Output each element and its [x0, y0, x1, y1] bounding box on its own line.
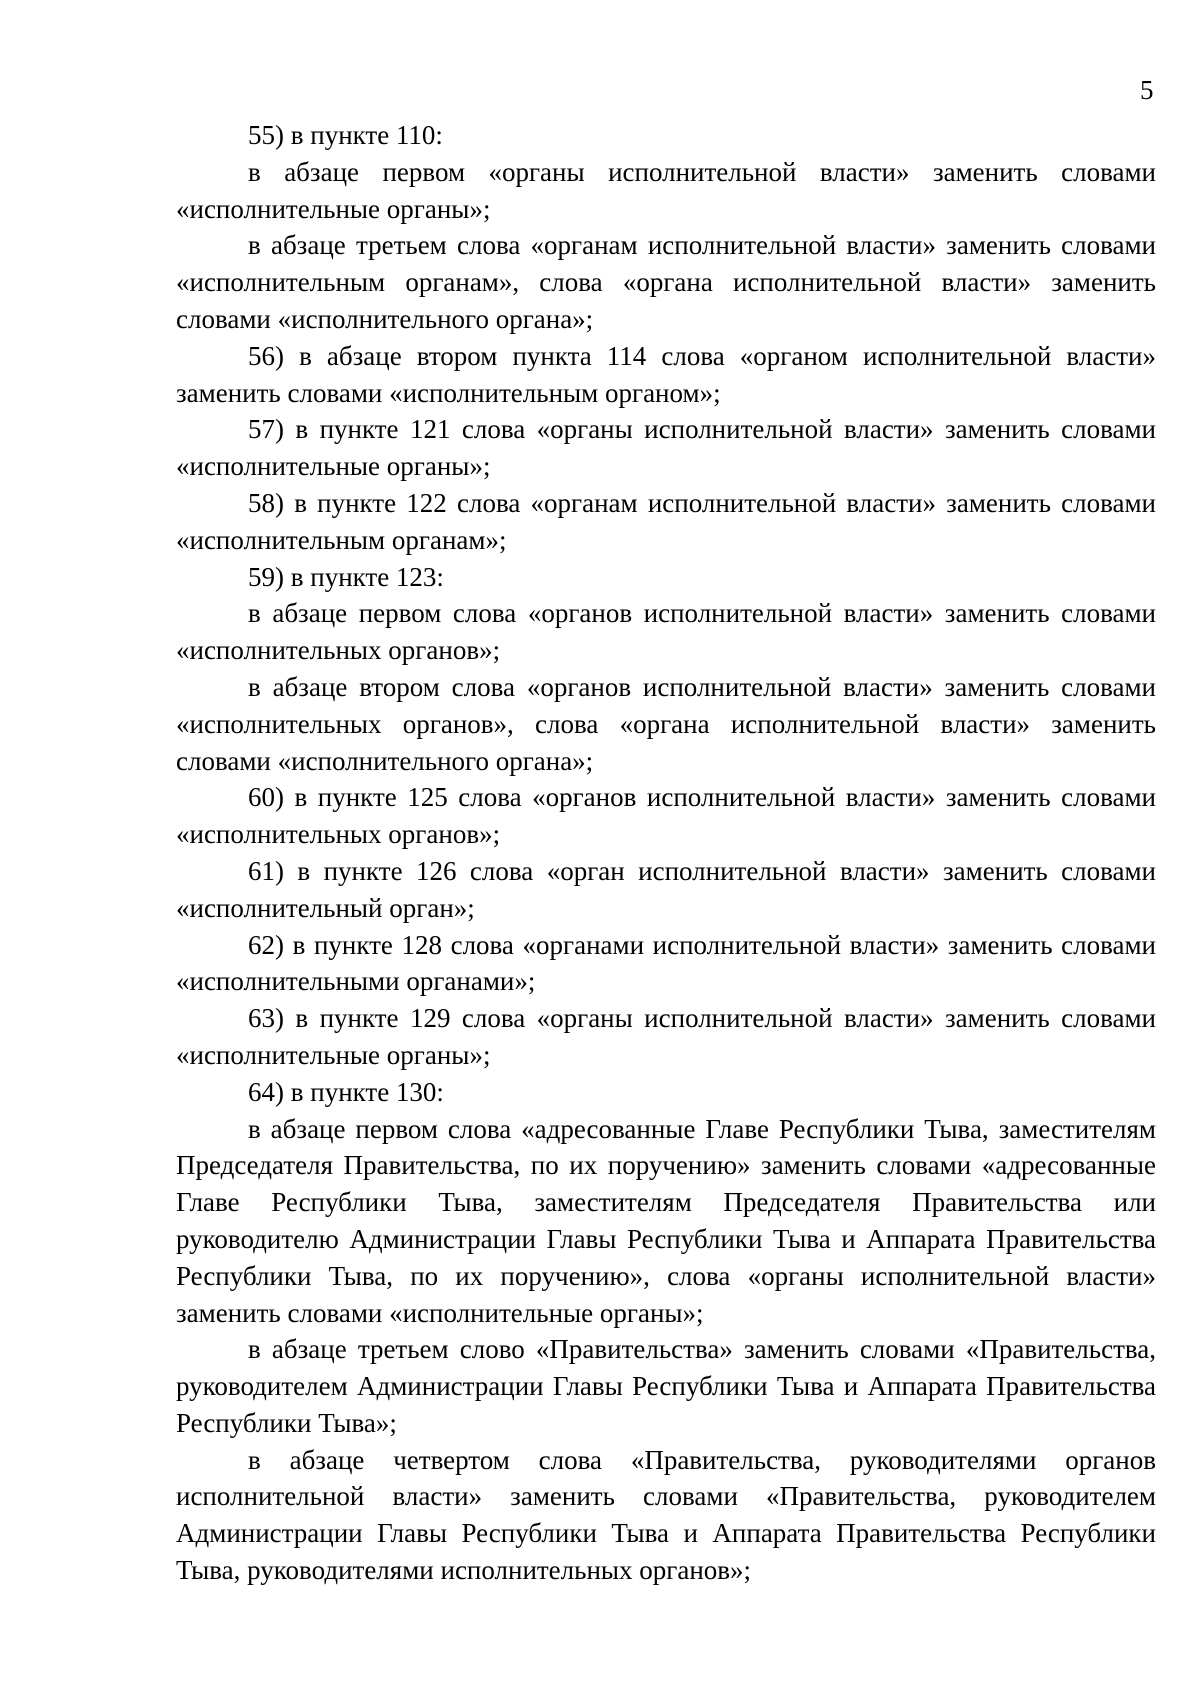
paragraph: 62) в пункте 128 слова «органами исполнительной власти» заменить словами «исполнительными органами»;: [176, 929, 1156, 997]
paragraph: 64) в пункте 130:: [248, 1076, 444, 1107]
paragraph: 57) в пункте 121 слова «органы исполнительной власти» заменить словами «исполнительные органы»;: [176, 414, 1156, 482]
paragraph: в абзаце четвертом слова «Правительства, руководителями органов исполнительной власти» заменить словами «Правительства, руководителем Администрации Главы Республики Тыва и Аппарата Правительства Республики Тыва, руководителями исполнительных органов»;: [176, 1444, 1156, 1586]
paragraph: 58) в пункте 122 слова «органам исполнительной власти» заменить словами «исполнительным органам»;: [176, 487, 1156, 555]
paragraph: 61) в пункте 126 слова «орган исполнительной власти» заменить словами «исполнительный орган»;: [176, 855, 1156, 923]
paragraph: в абзаце третьем слова «органам исполнительной власти» заменить словами «исполнительным органам», слова «органа исполнительной власти» заменить словами «исполнительного органа»;: [176, 230, 1156, 334]
paragraph: в абзаце первом слова «органов исполнительной власти» заменить словами «исполнительных органов»;: [176, 598, 1156, 666]
paragraph: в абзаце третьем слово «Правительства» заменить словами «Правительства, руководителем Администрации Главы Республики Тыва и Аппарата Правительства Республики Тыва»;: [176, 1334, 1156, 1438]
paragraph: в абзаце первом слова «адресованные Главе Республики Тыва, заместителям Председателя Правительства, по их поручению» заменить словами «адресованные Главе Республики Тыва, заместителям Председателя Правительства или руководителю Администрации Главы Республики Тыва и Аппарата Правительства Республики Тыва, по их поручению», слова «органы исполнительной власти» заменить словами «исполнительные органы»;: [176, 1113, 1156, 1328]
paragraph: 56) в абзаце втором пункта 114 слова «органом исполнительной власти» заменить словами «исполнительным органом»;: [176, 340, 1156, 408]
paragraph: в абзаце втором слова «органов исполнительной власти» заменить словами «исполнительных органов», слова «органа исполнительной власти» заменить словами «исполнительного органа»;: [176, 671, 1156, 776]
document-body: [176, 117, 1156, 1589]
paragraph: 63) в пункте 129 слова «органы исполнительной власти» заменить словами «исполнительные органы»;: [176, 1003, 1156, 1070]
paragraph: 55) в пункте 110:: [248, 120, 443, 150]
page-number: 5: [1140, 75, 1154, 105]
paragraph: в абзаце первом «органы исполнительной власти» заменить словами «исполнительные органы»;: [176, 156, 1156, 224]
paragraph: 60) в пункте 125 слова «органов исполнительной власти» заменить словами «исполнительных органов»;: [176, 782, 1156, 850]
paragraph: 59) в пункте 123:: [248, 561, 444, 592]
